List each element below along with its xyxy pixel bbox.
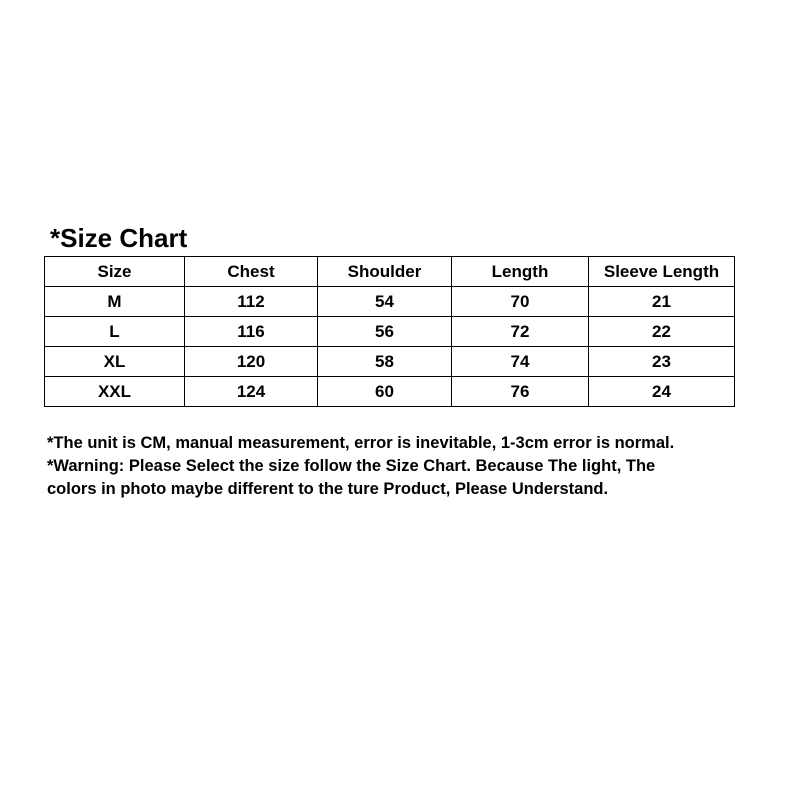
size-notes <box>47 432 767 501</box>
cell-shoulder: 58 <box>318 347 452 377</box>
table-row <box>45 287 735 317</box>
table-row <box>45 347 735 377</box>
warning-note-line-2: colors in photo maybe different to the ture Product, Please Understand. <box>47 480 609 498</box>
cell-chest: 112 <box>185 287 318 317</box>
cell-sleeve-length: 21 <box>589 287 735 317</box>
cell-sleeve-length: 24 <box>589 377 735 407</box>
header-shoulder: Shoulder <box>318 257 452 287</box>
cell-shoulder: 60 <box>318 377 452 407</box>
cell-shoulder: 54 <box>318 287 452 317</box>
cell-length: 76 <box>452 377 589 407</box>
table-row <box>45 317 735 347</box>
header-chest: Chest <box>185 257 318 287</box>
cell-sleeve-length: 22 <box>589 317 735 347</box>
warning-note-line-1: *Warning: Please Select the size follow the Size Chart. Because The light, The <box>47 457 656 475</box>
cell-length: 70 <box>452 287 589 317</box>
cell-size: M <box>45 287 185 317</box>
header-size: Size <box>45 257 185 287</box>
header-sleeve-length: Sleeve Length <box>589 257 735 287</box>
cell-sleeve-length: 23 <box>589 347 735 377</box>
cell-chest: 116 <box>185 317 318 347</box>
unit-note: *The unit is CM, manual measurement, error is inevitable, 1-3cm error is normal. <box>47 434 675 452</box>
table-row <box>45 377 735 407</box>
cell-size: XL <box>45 347 185 377</box>
cell-chest: 124 <box>185 377 318 407</box>
cell-length: 74 <box>452 347 589 377</box>
table-header-row <box>45 257 735 287</box>
size-chart-title: *Size Chart <box>50 223 188 253</box>
size-chart-table <box>44 256 735 407</box>
cell-chest: 120 <box>185 347 318 377</box>
cell-shoulder: 56 <box>318 317 452 347</box>
header-length: Length <box>452 257 589 287</box>
cell-size: XXL <box>45 377 185 407</box>
cell-size: L <box>45 317 185 347</box>
cell-length: 72 <box>452 317 589 347</box>
